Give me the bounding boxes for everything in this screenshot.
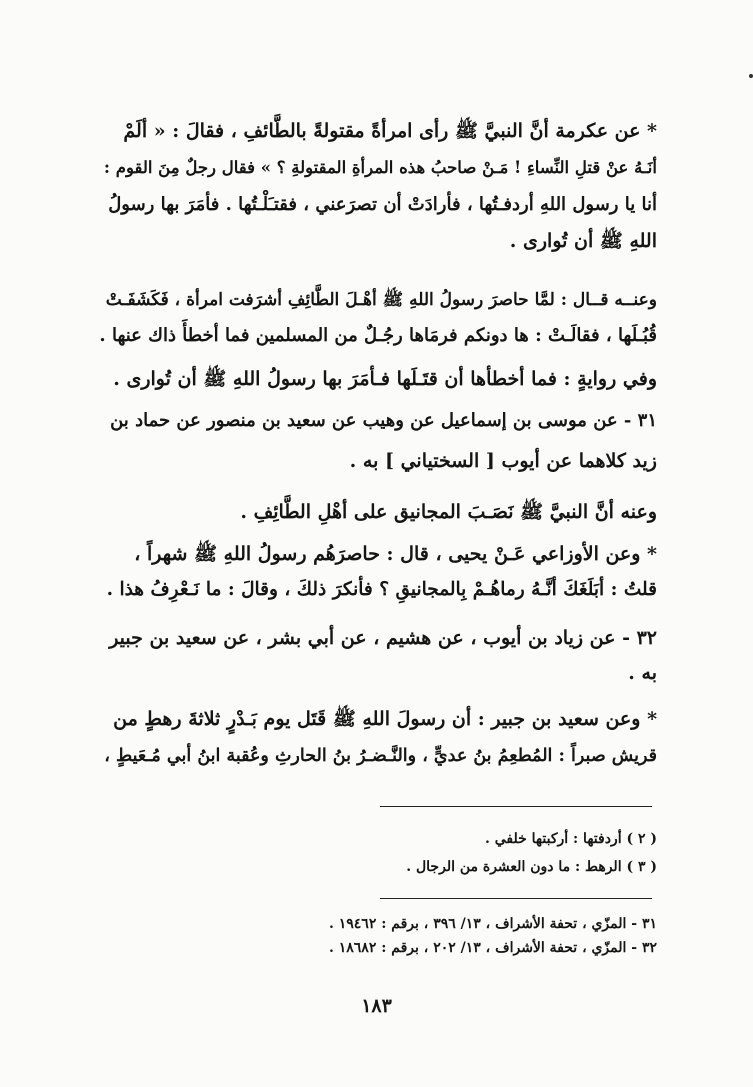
references-separator — [380, 898, 652, 899]
text-line-9: زيد كلاهما عن أيوب [ السختياني ] به . — [349, 450, 657, 472]
footnote-2: ( ٢ ) أردفتها : أركبتها خلفي . — [485, 831, 657, 847]
footnote-separator — [380, 806, 652, 807]
text-line-15: * وعن سعيد بن جبير : أن رسولَ اللهِ ﷺ قَتَل يوم بَـدْرٍ ثلاثةَ رهطٍ من — [113, 708, 657, 730]
footnote-3: ( ٣ ) الرهط : ما دون العشرة من الرجال . — [406, 859, 657, 875]
page-number: ١٨٣ — [361, 995, 392, 1017]
text-line-2: أنَـهُ عنْ قتلِ النِّساءِ ! مَـنْ صاحبُ هذه المرأةِ المقتولةِ ؟ » فقال رجلٌ مِنَ القوم : — [103, 158, 657, 177]
edge-speck — [749, 74, 753, 78]
text-line-13: ٣٢ - عن زياد بن أيوب ، عن هشيم ، عن أبي بشر ، عن سعيد بن جبير — [109, 627, 657, 649]
text-line-6: قُبُـلَها ، فقالَـتْ : ها دونكم فرمَاها رجُـلٌ من المسلمين فما أخطأَ ذاك عنها . — [99, 325, 657, 346]
text-line-3: أنا يا رسول اللهِ أردفـتُها ، فأرادَتْ أن تصرَعني ، فقتـَلْـتُها . فأمَرَ بها رسولُ — [108, 194, 657, 215]
text-line-10: وعنه أنَّ النبيَّ ﷺ نَصَـبَ المجانيق على أهْلِ الطَّائِفِ . — [240, 501, 657, 523]
text-line-16: قريش صبراً : المُطعِمُ بنُ عديٍّ ، والنَّـضـرُ بنُ الحارثِ وعُقبة ابنُ أبي مُـعَيطٍ ، — [104, 746, 657, 766]
reference-32: ٣٢ - المزّي ، تحفة الأشراف ، ١٣/ ٢٠٢ ، برقم : ١٨٦٨٢ . — [329, 940, 657, 956]
text-line-5: وعنــه قــال : لمَّا حاصرَ رسولُ اللهِ ﷺ أهْـلَ الطَّائِفِ أشرَفت امرأة ، فَكَشَفَـتْ — [105, 290, 657, 310]
text-line-12: قلتُ : أبَلَغَكَ أنَّـهُ رماهُـمْ بِالمجانيقِ ؟ فأنكرَ ذلكَ ، وقالَ : ما نَـعْرِفُ هذا . — [106, 579, 657, 600]
text-line-8: ٣١ - عن موسى بن إسماعيل عن وهيب عن سعيد بن منصور عن حماد بن — [110, 410, 657, 431]
text-line-4: اللهِ ﷺ أن تُوارى . — [509, 230, 657, 252]
text-line-7: وفي روايةٍ : فما أخطأها أن قتَـلَها فـأمَرَ بها رسولُ اللهِ ﷺ أن تُوارى . — [113, 368, 657, 390]
text-line-11: * وعن الأوزاعي عَـنْ يحيى ، قال : حاصرَهُم رسولُ اللهِ ﷺ شهراً ، — [134, 543, 657, 565]
text-line-1: * عن عكرمة أنَّ النبيَّ ﷺ رأى امرأةً مقتولةً بالطَّائفِ ، فقالَ : « ألَمْ — [123, 120, 657, 142]
text-line-14: به . — [628, 662, 657, 684]
reference-31: ٣١ - المزّي ، تحفة الأشراف ، ١٣/ ٣٩٦ ، برقم : ١٩٤٦٢ . — [329, 916, 657, 932]
